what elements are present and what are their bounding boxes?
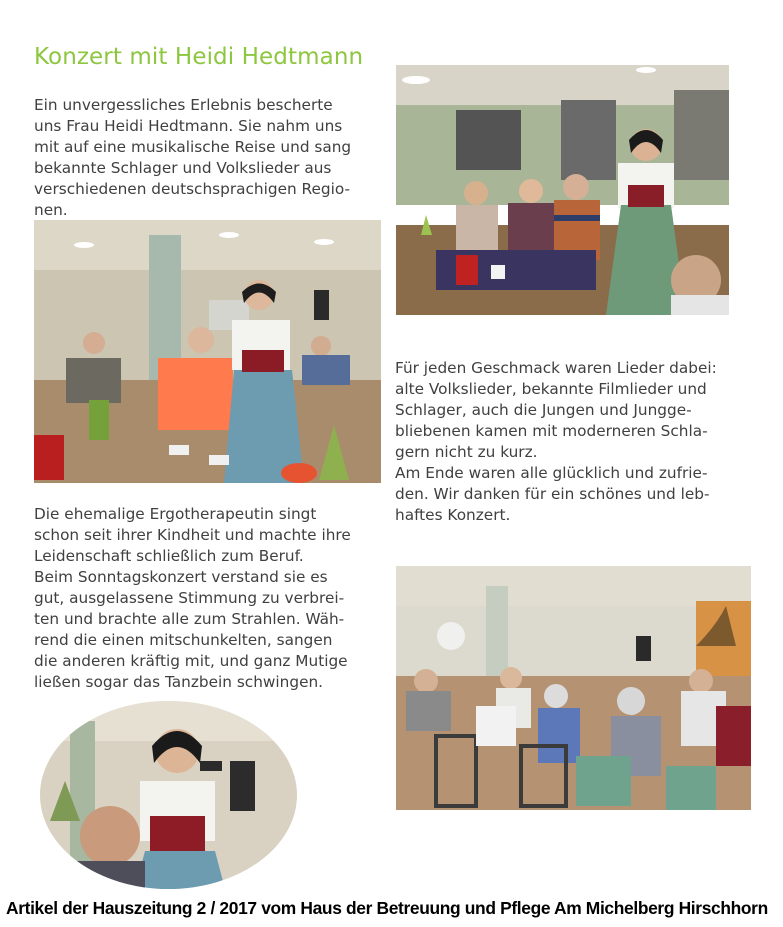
bio-line: schon seit ihrer Kindheit und machte ihre (34, 526, 351, 544)
bio-line: rend die einen mitschunkelten, sangen (34, 631, 333, 649)
songs-line: den. Wir danken für ein schönes und leb- (395, 485, 710, 503)
bio-line: gut, ausgelassene Stimmung zu verbrei- (34, 589, 345, 607)
intro-line: bekannte Schlager und Volkslieder aus (34, 159, 332, 177)
bio-line: die anderen kräftig mit, und ganz Mutige (34, 652, 348, 670)
songs-line: bliebenen kamen mit moderneren Schla- (395, 422, 708, 440)
intro-line: uns Frau Heidi Hedtmann. Sie nahm uns (34, 117, 343, 135)
songs-line: haftes Konzert. (395, 506, 511, 524)
bio-line: ließen sogar das Tanzbein schwingen. (34, 673, 324, 691)
photo-audience-hall (396, 566, 751, 810)
intro-paragraph (34, 95, 351, 221)
intro-line: nen. (34, 201, 68, 219)
article-title: Konzert mit Heidi Hedtmann (34, 44, 364, 70)
intro-line: mit auf eine musikalische Reise und sang (34, 138, 352, 156)
bio-paragraph (34, 504, 351, 693)
songs-line: Am Ende waren alle glücklich und zufrie- (395, 464, 708, 482)
songs-paragraph (395, 358, 717, 526)
songs-line: Für jeden Geschmack waren Lieder dabei: (395, 359, 717, 377)
bio-line: ten und brachte alle zum Strahlen. Wäh- (34, 610, 345, 628)
bio-line: Leidenschaft schließlich zum Beruf. (34, 547, 304, 565)
songs-line: Schlager, auch die Jungen und Jungge- (395, 401, 692, 419)
photo-singer-with-resident (34, 220, 381, 483)
article-caption: Artikel der Hauszeitung 2 / 2017 vom Haus der Betreuung und Pflege Am Michelberg Hirschhorn (6, 898, 768, 918)
bio-line: Beim Sonntagskonzert verstand sie es (34, 568, 328, 586)
photo-singer-portrait (40, 701, 297, 889)
intro-line: Ein unvergessliches Erlebnis bescherte (34, 96, 333, 114)
songs-line: gern nicht zu kurz. (395, 443, 538, 461)
bio-line: Die ehemalige Ergotherapeutin singt (34, 505, 317, 523)
photo-singer-with-residents (396, 65, 729, 315)
songs-line: alte Volkslieder, bekannte Filmlieder und (395, 380, 707, 398)
intro-line: verschiedenen deutschsprachigen Regio- (34, 180, 351, 198)
